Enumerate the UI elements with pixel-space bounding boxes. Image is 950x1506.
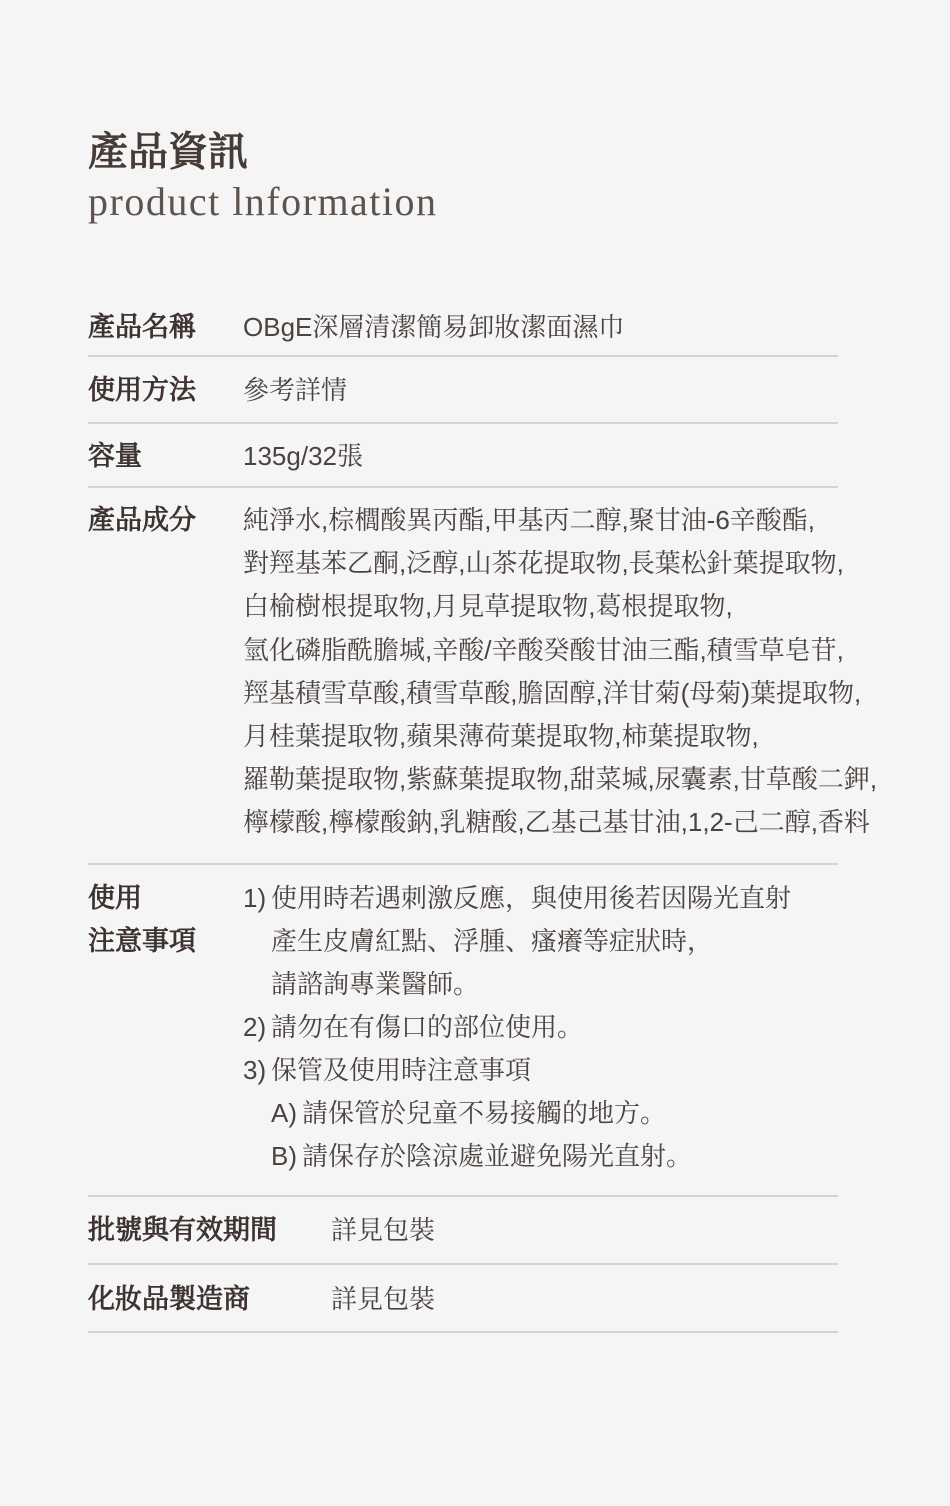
precautions-label-line: 使用	[88, 883, 142, 913]
row-divider	[88, 863, 838, 865]
precaution-text: 請諮詢專業醫師。	[271, 969, 480, 999]
row-divider	[88, 355, 838, 357]
ingredients-line: 羥基積雪草酸,積雪草酸,膽固醇,洋甘菊(母菊)葉提取物,	[243, 677, 862, 708]
precaution-marker: 2)	[243, 1012, 267, 1042]
row-divider	[88, 1263, 838, 1265]
precaution-sub-item	[271, 1135, 791, 1178]
product-name-label: 產品名稱	[88, 312, 196, 342]
row-divider	[88, 1195, 838, 1197]
capacity-label: 容量	[88, 441, 142, 471]
precaution-sub-text: 請保存於陰涼處並避免陽光直射。	[302, 1141, 693, 1171]
manufacturer-value: 詳見包裝	[331, 1284, 436, 1314]
precaution-text: 使用時若遇刺激反應，與使用後若因陽光直射	[271, 883, 792, 913]
batch-expiry-value: 詳見包裝	[331, 1215, 436, 1245]
ingredients-list	[243, 499, 877, 845]
precaution-text: 保管及使用時注意事項	[271, 1055, 532, 1085]
precaution-sub-item	[271, 1092, 791, 1135]
precautions-list	[243, 877, 791, 1178]
page-title: 產品資訊	[88, 130, 248, 174]
precaution-item	[243, 1049, 791, 1178]
precaution-item	[243, 877, 791, 1006]
batch-expiry-label: 批號與有效期間	[88, 1215, 277, 1245]
page-subtitle: product lnformation	[88, 179, 438, 224]
precaution-marker: 3)	[243, 1055, 267, 1085]
row-divider	[88, 486, 838, 488]
ingredients-line: 純淨水,棕櫚酸異丙酯,甲基丙二醇,聚甘油-6辛酸酯,	[243, 505, 816, 535]
ingredients-label: 產品成分	[88, 505, 196, 535]
usage-label: 使用方法	[88, 375, 196, 405]
precaution-text: 請勿在有傷口的部位使用。	[271, 1012, 584, 1042]
ingredients-line: 羅勒葉提取物,紫蘇葉提取物,甜菜堿,尿囊素,甘草酸二鉀,	[243, 764, 878, 795]
precautions-label-line: 注意事項	[88, 926, 196, 956]
manufacturer-label: 化妝品製造商	[88, 1284, 250, 1314]
precautions-label	[88, 877, 196, 963]
ingredients-line: 月桂葉提取物,蘋果薄荷葉提取物,柿葉提取物,	[243, 721, 759, 752]
row-divider	[88, 1331, 838, 1333]
precaution-marker: 1)	[243, 883, 267, 913]
ingredients-line: 檸檬酸,檸檬酸鈉,乳糖酸,乙基己基甘油,1,2-己二醇,香料	[243, 807, 870, 838]
usage-value: 參考詳情	[243, 375, 348, 405]
precaution-sub-marker: B)	[271, 1141, 297, 1171]
capacity-value: 135g/32張	[243, 441, 363, 471]
ingredients-line: 對羥基苯乙酮,泛醇,山茶花提取物,長葉松針葉提取物,	[243, 548, 844, 579]
row-divider	[88, 422, 838, 424]
product-name-value: OBgE深層清潔簡易卸妝潔面濕巾	[243, 312, 625, 342]
ingredients-line: 白榆樹根提取物,月見草提取物,葛根提取物,	[243, 591, 733, 622]
ingredients-line: 氫化磷脂酰膽堿,辛酸/辛酸癸酸甘油三酯,積雪草皂苷,	[243, 634, 844, 665]
precaution-item	[243, 1006, 791, 1049]
precaution-text: 產生皮膚紅點、浮腫、瘙癢等症狀時，	[271, 926, 714, 956]
precaution-sub-text: 請保管於兒童不易接觸的地方。	[302, 1098, 667, 1128]
precaution-sub-marker: A)	[271, 1098, 297, 1128]
